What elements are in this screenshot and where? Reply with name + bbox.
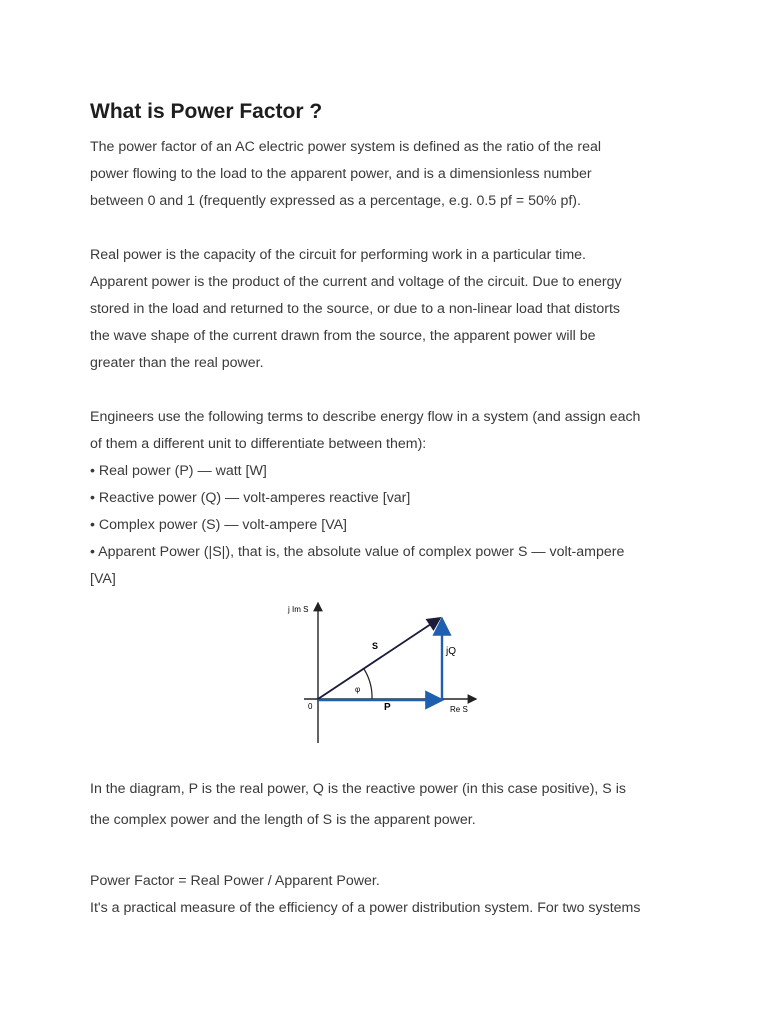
bullet-item: • Apparent Power (|S|), that is, the absolute value of complex power S — volt-ampere (90, 544, 625, 560)
text-line: Apparent power is the product of the current and voltage of the circuit. Due to energy (90, 274, 622, 290)
origin-label: 0 (308, 702, 313, 711)
text-line: the complex power and the length of S is the apparent power. (90, 812, 476, 828)
text-line: It's a practical measure of the efficiency of a power distribution system. For two systems (90, 900, 641, 916)
text-line: between 0 and 1 (frequently expressed as a percentage, e.g. 0.5 pf = 50% pf). (90, 193, 581, 209)
hypotenuse-label: S (372, 641, 379, 651)
power-triangle-diagram (282, 597, 482, 747)
bullet-item: • Reactive power (Q) — volt-amperes reactive [var] (90, 490, 411, 506)
text-line: Engineers use the following terms to describe energy flow in a system (and assign each (90, 409, 641, 425)
text-line: [VA] (90, 571, 116, 587)
angle-label: φ (355, 685, 361, 694)
terms-paragraph (90, 404, 688, 593)
text-line: the wave shape of the current drawn from the source, the apparent power will be (90, 328, 596, 344)
angle-arc (364, 669, 372, 699)
y-axis-label: j Im S (288, 605, 309, 614)
vertical-label: jQ (446, 646, 456, 657)
diagram-explanation-paragraph (90, 774, 688, 836)
text-line: stored in the load and returned to the source, or due to a non-linear load that distorts (90, 301, 621, 317)
text-line: Power Factor = Real Power / Apparent Power. (90, 873, 380, 889)
text-line: The power factor of an AC electric power system is defined as the ratio of the real (90, 139, 601, 155)
bullet-item: • Complex power (S) — volt-ampere [VA] (90, 517, 348, 533)
s-vector (318, 618, 440, 699)
text-line: of them a different unit to differentiate between them): (90, 436, 427, 452)
text-line: Real power is the capacity of the circuit for performing work in a particular time. (90, 247, 586, 263)
text-line: greater than the real power. (90, 355, 264, 371)
text-line: In the diagram, P is the real power, Q is the reactive power (in this case positive), S is (90, 781, 626, 797)
text-line: power flowing to the load to the apparent power, and is a dimensionless number (90, 166, 592, 182)
bullet-item: • Real power (P) — watt [W] (90, 463, 267, 479)
x-axis-label: Re S (450, 705, 468, 714)
formula-paragraph (90, 868, 688, 922)
definition-paragraph (90, 134, 688, 215)
real-vs-apparent-paragraph (90, 242, 688, 377)
page-title: What is Power Factor ? (90, 100, 323, 123)
horizontal-label: P (384, 702, 391, 713)
